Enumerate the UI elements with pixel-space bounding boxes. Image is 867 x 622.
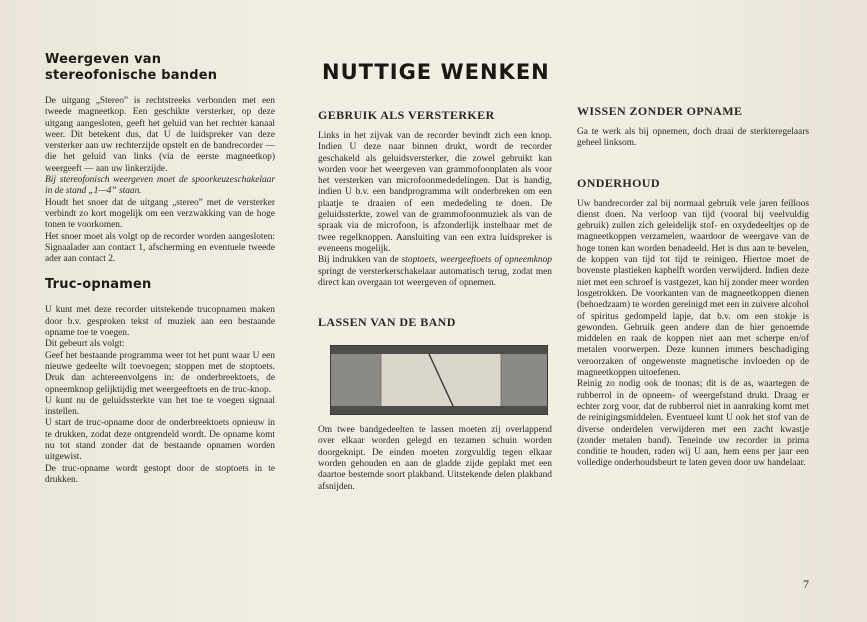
- versterker-p2-end: springt de versterkerschakelaar automatisch terug, zodat men direct kan overgaan tot weergeven of opnemen.: [318, 266, 552, 288]
- truc-paragraph-5: U start de truc-opname door de onderbreektoets opnieuw in te drukken, zodat deze ontgrendeld wordt. De opname komt nu tot stand zonder dat de bestaande opnamen worden uitgewist.: [45, 418, 275, 463]
- versterker-paragraph-1: Links in het zijvak van de recorder bevindt zich een knop. Indien U deze naar binnen drukt, wordt de recorder geschakeld als geluidsversterker, die zowel gebruikt kan worden voor het weergeven van grammofoonplaten als voor het versterken van microfoonmededelingen. Dat is handig, indien U b.v. een bandprogramma wilt onderbreken om een plaatje te draaien of een mededeling te doen. De geluidssterkte, zowel van de grammofoonmuziek als van de spraak via de microfoon, is afzonderlijk instelbaar met de twee regelknoppen. Aansluiting van een extra luidspreker is eveneens mogelijk.: [318, 131, 552, 254]
- stereo-paragraph-1: De uitgang „Stereo” is rechtstreeks verbonden met een tweede magneetkop. Een geschikte versterker, op deze uitgang aangesloten, geeft het geluid van het rechter kanaal weer. Dit betekent dus, dat U de luidspreker van deze versterker aan uw rechterzijde opstelt en de bandrecorder — die het geluid van links (via de eerste magneetkop) weergeeft — aan uw linkerzijde.: [45, 96, 275, 174]
- tape-splice-diagram: [331, 346, 547, 414]
- wissen-paragraph: Ga te werk als bij opnemen, doch draai de sterkteregelaars geheel linksom.: [577, 127, 809, 149]
- wissen-heading: WISSEN ZONDER OPNAME: [577, 104, 743, 118]
- truc-heading: Truc-opnamen: [45, 277, 152, 293]
- versterker-p2-start: Bij indrukken van de: [318, 255, 402, 266]
- versterker-p2-italic: stoptoets, weergeeftoets of opneemknop: [401, 255, 552, 266]
- stereo-note-italic: Bij stereofonisch weergeven moet de spoorkeuzeschakelaar in de stand „1—4” staan.: [45, 175, 275, 197]
- truc-paragraph-2: Dit gebeurt als volgt:: [45, 339, 125, 350]
- versterker-heading: GEBRUIK ALS VERSTERKER: [318, 108, 495, 122]
- lassen-heading: LASSEN VAN DE BAND: [318, 315, 456, 330]
- truc-paragraph-1: U kunt met deze recorder uitstekende trucopnamen maken door b.v. gesproken tekst of muziek aan een bestaande opname toe te voegen.: [45, 305, 275, 339]
- left-column: [45, 52, 275, 486]
- stereo-heading: [45, 52, 275, 84]
- lassen-paragraph: Om twee bandgedeelten te lassen moeten zij overlappend over elkaar worden gelegd en tezamen schuin worden doorgeknipt. De einden moeten zorgvuldig tegen elkaar worden gehouden en aan de gladde zijde geplakt met een daartoe bestemde soort plakband. Uitstekende delen plakband afsnijden.: [318, 425, 552, 492]
- onderhoud-heading: ONDERHOUD: [577, 175, 660, 190]
- page-number: 7: [803, 577, 809, 591]
- tape-splice-illustration: [330, 345, 548, 415]
- truc-paragraph-4: U kunt nu de geluidssterkte van het toe te voegen signaal instellen.: [45, 395, 275, 418]
- right-column: [577, 104, 809, 470]
- onderhoud-paragraph-2: Reinig zo nodig ook de toonas; dit is de as, waartegen de rubberrol in de opneem- of weergefstand drukt. Draag er echter zorg voor, dat de rubberrol niet in aanraking komt met de reinigingsmiddelen. Eventueel kunt U ook het stof van de diverse onderdelen verwijderen met een zacht kwastje (zonder metalen band). Teneinde uw recorder in prima conditie te houden, raden wij U aan, hem eens per jaar een volledige onderhoudsbeurt te laten geven door uw handelaar.: [577, 379, 809, 469]
- page-title: NUTTIGE WENKEN: [322, 60, 550, 84]
- truc-paragraph-3: Geef het bestaande programma weer tot het punt waar U een nieuwe gedeelte wilt toevoegen; stoppen met de stoptoets. Druk dan achtereenvolgens in: de onderbreektoets, de opneemknop gelijktijdig met weergeeftoets en de truc-knop.: [45, 350, 275, 395]
- stereo-paragraph-4: Het snoer moet als volgt op de recorder worden aangesloten: Signaalader aan contact 1, afscherming en eventuele tweede ader aan contact 2.: [45, 231, 275, 265]
- stereo-heading-line2: stereofonische banden: [45, 68, 218, 83]
- stereo-heading-line1: Weergeven van: [45, 52, 162, 67]
- middle-column: [318, 60, 552, 493]
- onderhoud-paragraph-1: Uw bandrecorder zal bij normaal gebruik vele jaren feilloos dienst doen. Na verloop van tijd (vooral bij veelvuldig gebruik) zullen zich geleidelijk stof- en oxydedeeltjes op de magneetkoppen verzamelen, waardoor de weergave van de hoge tonen kan worden benadeeld. Het is dus aan te bevelen, de koppen van tijd tot tijd te reinigen. Hiertoe moet de bovenste plastieken kaphelft worden verwijderd. Indien deze niet met een schroef is vastgezet, kan hij zonder meer worden losgetrokken. De voorkanten van de magneetkoppen dienen (behoedzaam) te worden gereinigd met een in zuivere alcohol of spiritus gedompeld lapje, dat b.v. om een stokje is gewonden. Gebruik geen andere dan de hier genoemde middelen en raak de koppen niet aan met scherpe en/of metalen voorwerpen. Deze kunnen immers beschadiging veroorzaken of ongewenste magnetische invloeden op de magneetkoppen uitoefenen.: [577, 198, 809, 379]
- stereo-paragraph-3: Houdt het snoer dat de uitgang „stereo” met de versterker verbindt zo kort mogelijk om een verzwakking van de hoge tonen te voorkomen.: [45, 197, 275, 231]
- stereo-paragraph-2: [45, 175, 275, 198]
- versterker-paragraph-2: [318, 255, 552, 289]
- truc-paragraph-6: De truc-opname wordt gestopt door de stoptoets in te drukken.: [45, 463, 275, 485]
